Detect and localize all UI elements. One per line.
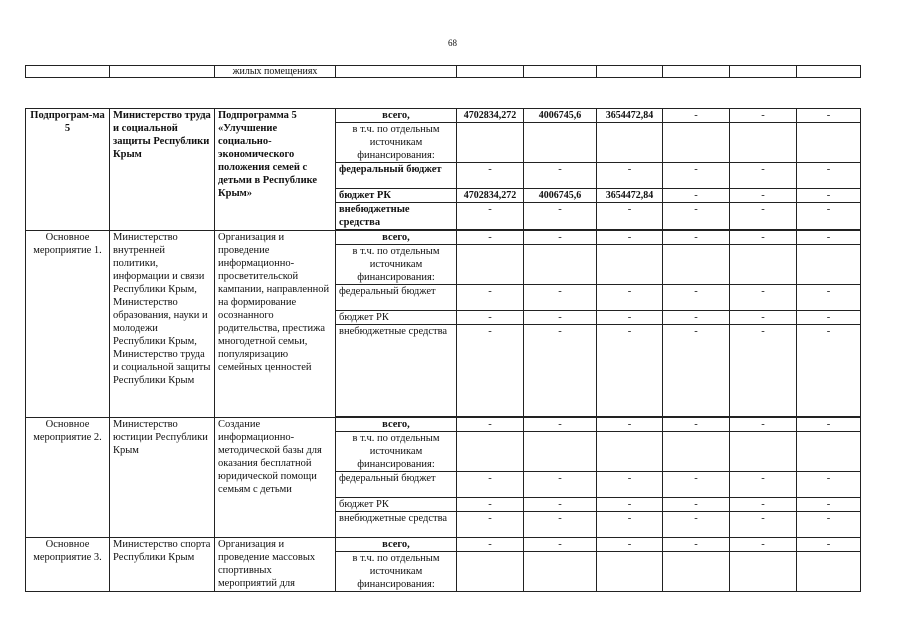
value-cell: - [730,163,797,189]
value-cell: - [797,418,861,432]
value-cell: - [797,231,861,245]
value-cell: - [524,325,597,417]
value-cell: - [597,325,663,417]
value-cell: - [597,231,663,245]
program-cell: Подпрограм-ма 5 [26,109,110,231]
value-cell: - [797,163,861,189]
value-cell: - [730,231,797,245]
name-cell: Организация и проведение массовых спортивных мероприятий для [215,538,336,592]
value-cell: - [663,285,730,311]
source-incl: в т.ч. по отдельным источникам финансирования: [336,552,457,592]
value-cell: - [797,189,861,203]
table-row [26,418,861,432]
cell-text: жилых помещениях [215,66,336,78]
value-cell: - [457,498,524,512]
value-cell: - [457,231,524,245]
source-federal: федеральный бюджет [336,163,457,189]
value-cell: - [663,163,730,189]
value-cell: - [457,325,524,417]
value-cell: - [524,538,597,552]
source-total: всего, [336,418,457,432]
cell [26,66,110,78]
responsible-cell: Министерство внутренней политики, информации и связи Республики Крым, Министерство образования, науки и молодежи Республики Крым, Министерство труда и социальной защиты Республики Крым [110,231,215,418]
value-cell: - [597,285,663,311]
value-cell: - [730,311,797,325]
value-cell: - [597,512,663,538]
value-cell: - [797,311,861,325]
value-cell: - [457,418,524,432]
table-row [26,538,861,552]
responsible-cell: Министерство труда и социальной защиты Республики Крым [110,109,215,231]
value-cell: - [663,109,730,123]
source-total: всего, [336,109,457,123]
value-cell: - [524,498,597,512]
source-incl: в т.ч. по отдельным источникам финансирования: [336,123,457,163]
value-cell: - [730,538,797,552]
value-cell: - [457,538,524,552]
value-cell: - [797,203,861,230]
value-cell: - [663,498,730,512]
value-cell: - [597,311,663,325]
cell [110,66,215,78]
value-cell: 4006745,6 [524,189,597,203]
table-row [26,109,861,123]
value-cell: - [797,325,861,417]
source-rk: бюджет РК [336,189,457,203]
source-incl: в т.ч. по отдельным источникам финансирования: [336,245,457,285]
cell [597,66,663,78]
value-cell: - [663,472,730,498]
value-cell: - [797,498,861,512]
value-cell: - [730,109,797,123]
name-cell: Создание информационно-методической базы для оказания бесплатной юридической помощи семьям с детьми [215,418,336,538]
value-cell: 4702834,272 [457,189,524,203]
value-cell: - [663,311,730,325]
source-total: всего, [336,231,457,245]
value-cell: - [797,472,861,498]
value-cell: - [457,512,524,538]
value-cell: - [663,325,730,417]
value-cell: - [730,472,797,498]
value-cell: - [597,203,663,230]
name-cell: Подпрограмма 5 «Улучшение социально-экономического положения семей с детьми в Республике Крым» [215,109,336,231]
source-extra: внебюджетные средства [336,512,457,538]
program-cell: Основное мероприятие 1. [26,231,110,418]
cell [730,66,797,78]
value-cell: - [730,418,797,432]
value-cell: - [797,109,861,123]
value-cell: - [730,498,797,512]
value-cell: - [663,203,730,230]
cell [457,66,524,78]
source-extra: внебюджетные средства [336,203,457,230]
value-cell: 4006745,6 [524,109,597,123]
program-cell: Основное мероприятие 2. [26,418,110,538]
value-cell: - [524,285,597,311]
value-cell: - [730,189,797,203]
value-cell: - [597,163,663,189]
value-cell: - [663,418,730,432]
value-cell: - [797,538,861,552]
value-cell: 4702834,272 [457,109,524,123]
value-cell: - [457,285,524,311]
program-table [25,108,861,592]
value-cell: - [597,498,663,512]
cell [524,66,597,78]
value-cell: - [457,311,524,325]
value-cell: 3654472,84 [597,189,663,203]
value-cell: - [524,203,597,230]
value-cell: - [730,203,797,230]
table-continuation [25,65,861,78]
cell [797,66,861,78]
value-cell: - [797,285,861,311]
value-cell: - [597,538,663,552]
source-incl: в т.ч. по отдельным источникам финансирования: [336,432,457,472]
value-cell: - [663,512,730,538]
value-cell: 3654472,84 [597,109,663,123]
value-cell: - [524,512,597,538]
value-cell: - [730,285,797,311]
source-federal: федеральный бюджет [336,472,457,498]
name-cell: Организация и проведение информационно-просветительской кампании, направленной на формирование осознанного родительства, престижа многодетной семьи, популяризацию семейных ценностей [215,231,336,418]
value-cell: - [524,472,597,498]
value-cell: - [524,418,597,432]
value-cell: - [730,512,797,538]
value-cell: - [730,325,797,417]
value-cell: - [524,311,597,325]
value-cell: - [457,163,524,189]
value-cell: - [457,203,524,230]
value-cell: - [457,472,524,498]
cell [336,66,457,78]
value-cell: - [524,231,597,245]
value-cell: - [663,538,730,552]
value-cell: - [663,189,730,203]
responsible-cell: Министерство спорта Республики Крым [110,538,215,592]
value-cell: - [797,512,861,538]
source-total: всего, [336,538,457,552]
value-cell: - [597,472,663,498]
source-federal: федеральный бюджет [336,285,457,311]
source-rk: бюджет РК [336,498,457,512]
source-rk: бюджет РК [336,311,457,325]
value-cell: - [524,163,597,189]
source-extra: внебюджетные средства [336,325,457,417]
program-cell: Основное мероприятие 3. [26,538,110,592]
cell [663,66,730,78]
responsible-cell: Министерство юстиции Республики Крым [110,418,215,538]
page-number: 68 [448,38,457,48]
value-cell: - [663,231,730,245]
table-row [26,231,861,245]
value-cell: - [597,418,663,432]
